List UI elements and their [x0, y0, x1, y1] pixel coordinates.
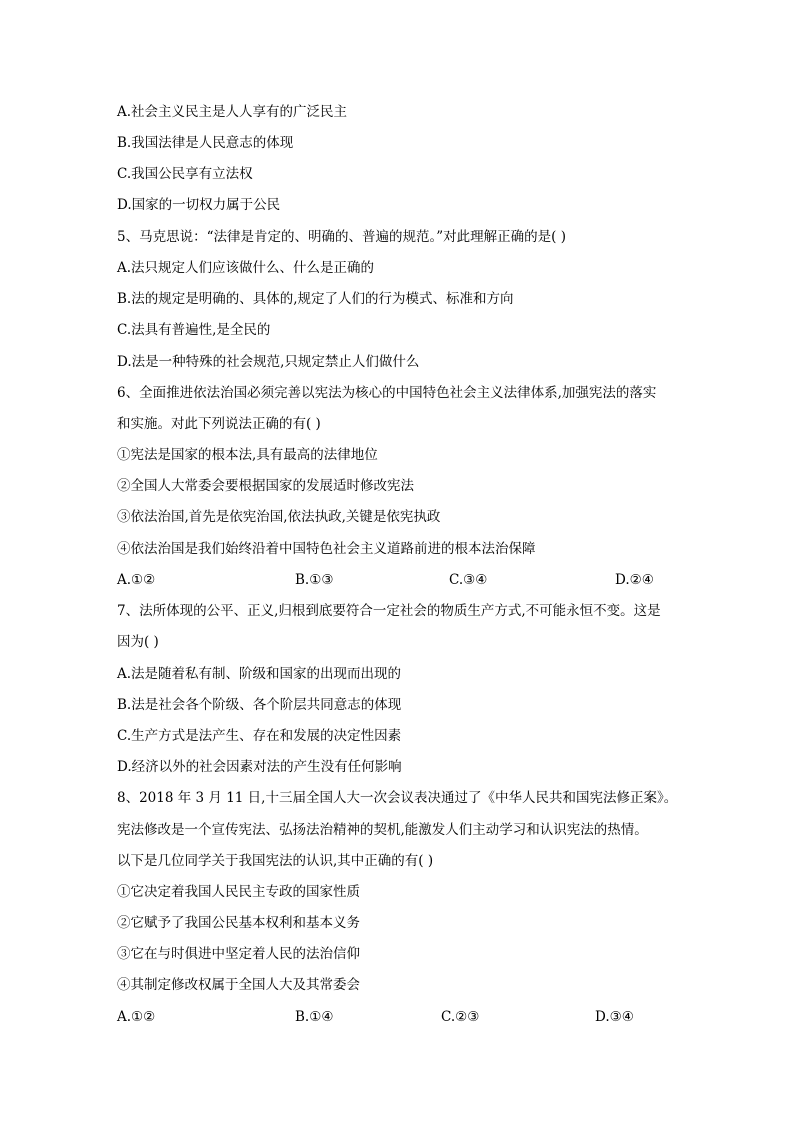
- q7-stem-line1: 7、法所体现的公平、正义,归根到底要符合一定社会的物质生产方式,不可能永恒不变。这是: [117, 603, 661, 619]
- q8-option-b: B.①④: [295, 1009, 334, 1025]
- q8-statement-1: ①它决定着我国人民民主专政的国家性质: [117, 884, 360, 900]
- q6-statement-1: ①宪法是国家的根本法,具有最高的法律地位: [117, 447, 378, 463]
- q5-option-d: D.法是一种特殊的社会规范,只规定禁止人们做什么: [117, 354, 420, 370]
- q8-stem-line2: 宪法修改是一个宣传宪法、弘扬法治精神的契机,能激发人们主动学习和认识宪法的热情。: [117, 822, 648, 838]
- q6-statement-4: ④依法治国是我们始终沿着中国特色社会主义道路前进的根本法治保障: [117, 541, 536, 557]
- q8-stem-line1: 8、2018 年 3 月 11 日,十三届全国人大一次会议表决通过了《中华人民共和国宪法修正案》。: [117, 790, 678, 806]
- q8-statement-4: ④其制定修改权属于全国人大及其常委会: [117, 977, 360, 993]
- q5-option-a: A.法只规定人们应该做什么、什么是正确的: [117, 260, 375, 276]
- q6-statement-3: ③依法治国,首先是依宪治国,依法执政,关键是依宪执政: [117, 509, 441, 525]
- q6-option-d: D.②④: [615, 572, 654, 588]
- q6-stem-line1: 6、全面推进依法治国必须完善以宪法为核心的中国特色社会主义法律体系,加强宪法的落实: [117, 385, 657, 401]
- q6-statement-2: ②全国人大常委会要根据国家的发展适时修改宪法: [117, 478, 414, 494]
- q6-stem-line2: 和实施。对此下列说法正确的有( ): [117, 416, 321, 432]
- q7-option-b: B.法是社会各个阶级、各个阶层共同意志的体现: [117, 697, 402, 713]
- q6-option-a: A.①②: [117, 572, 156, 588]
- q6-options-row: [117, 570, 687, 590]
- q4-option-a: A.社会主义民主是人人享有的广泛民主: [117, 104, 348, 120]
- q6-option-b: B.①③: [295, 572, 334, 588]
- q4-option-d: D.国家的一切权力属于公民: [117, 197, 281, 213]
- q8-option-a: A.①②: [117, 1009, 156, 1025]
- q5-option-b: B.法的规定是明确的、具体的,规定了人们的行为模式、标准和方向: [117, 291, 514, 307]
- q5-option-c: C.法具有普遍性,是全民的: [117, 322, 271, 338]
- q4-option-c: C.我国公民享有立法权: [117, 166, 253, 182]
- q4-option-b: B.我国法律是人民意志的体现: [117, 135, 294, 151]
- q8-stem-line3: 以下是几位同学关于我国宪法的认识,其中正确的有( ): [117, 853, 434, 869]
- q8-statement-2: ②它赋予了我国公民基本权利和基本义务: [117, 915, 360, 931]
- q8-option-c: C.②③: [441, 1009, 480, 1025]
- q8-option-d: D.③④: [595, 1009, 634, 1025]
- q6-option-c: C.③④: [449, 572, 488, 588]
- q8-options-row: [117, 1007, 687, 1027]
- q8-statement-3: ③它在与时俱进中坚定着人民的法治信仰: [117, 946, 360, 962]
- q7-option-d: D.经济以外的社会因素对法的产生没有任何影响: [117, 759, 402, 775]
- q5-stem: 5、马克思说：“法律是肯定的、明确的、普遍的规范。”对此理解正确的是( ): [117, 229, 566, 245]
- q7-option-c: C.生产方式是法产生、存在和发展的决定性因素: [117, 728, 402, 744]
- q7-stem-line2: 因为( ): [117, 634, 159, 650]
- q7-option-a: A.法是随着私有制、阶级和国家的出现而出现的: [117, 666, 402, 682]
